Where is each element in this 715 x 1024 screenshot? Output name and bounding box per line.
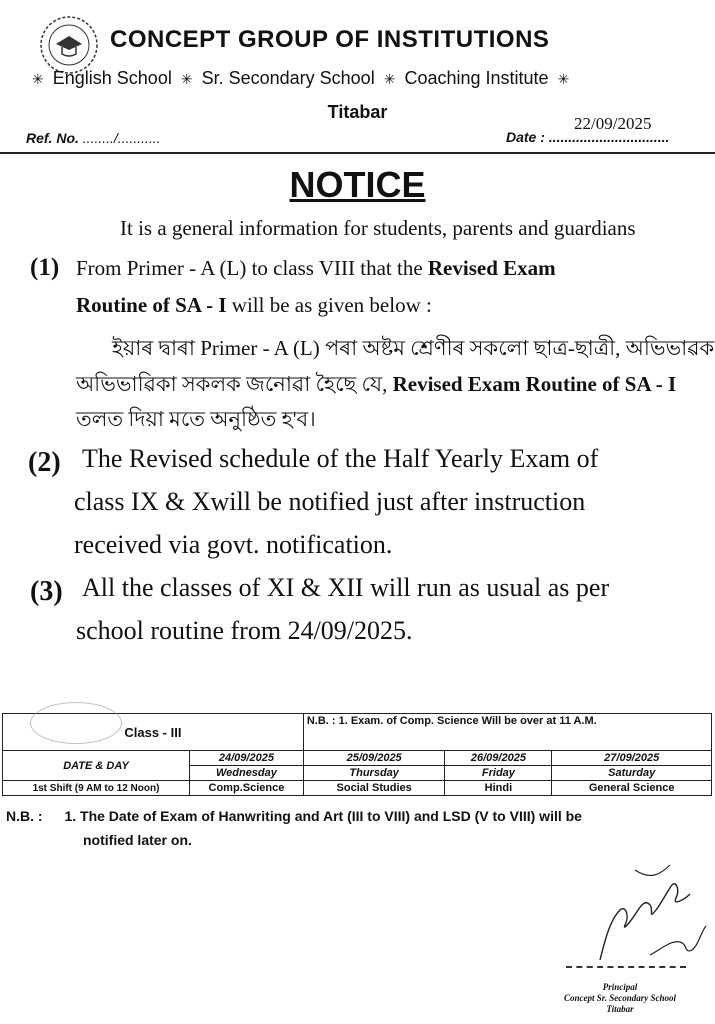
point-2-line-3: received via govt. notification. [74, 530, 393, 559]
point-1-bengali-line-2-bold: Revised Exam Routine of SA - I [392, 372, 677, 396]
routine-nb: N.B. : 1. Exam. of Comp. Science Will be over at 11 A.M. [303, 714, 711, 751]
point-1-line-2-bold: Routine of SA - I [76, 293, 227, 317]
principal-school: Concept Sr. Secondary School [563, 993, 676, 1003]
day-cell: Thursday [303, 766, 445, 781]
asterisk-icon: ✳ [383, 71, 396, 87]
point-1-line-2 [76, 293, 432, 318]
school-name: CONCEPT GROUP OF INSTITUTIONS [110, 26, 550, 53]
school-stamp-icon [30, 702, 122, 744]
point-1-number: (1) [30, 254, 60, 281]
footer-nb-line-2: notified later on. [83, 832, 192, 848]
point-1-line-1-bold: Revised Exam [427, 256, 556, 280]
point-1-bengali-line-2 [76, 368, 676, 403]
point-2-line-1: The Revised schedule of the Half Yearly Exam of [82, 444, 599, 473]
date-cell: 24/09/2025 [190, 751, 304, 766]
date-value: 22/09/2025 [574, 114, 652, 133]
subject-cell: Social Studies [303, 781, 445, 796]
date-day-label: DATE & DAY [3, 751, 190, 781]
footer-nb-line-1 [6, 808, 582, 824]
principal-town: Titabar [606, 1004, 634, 1014]
principal-title: Principal [602, 982, 638, 992]
date-cell: 26/09/2025 [445, 751, 552, 766]
wing-english-school: English School [52, 68, 172, 88]
asterisk-icon: ✳ [32, 71, 44, 87]
class-label: Class - III [3, 714, 304, 751]
point-1-bengali-line-3: তলত দিয়া মতে অনুষ্ঠিত হ'ব। [76, 407, 316, 431]
point-3-line-2: school routine from 24/09/2025. [76, 616, 413, 645]
point-1-line-1-text: From Primer - A (L) to class VIII that the [76, 256, 428, 280]
ref-value: ......../........... [82, 130, 161, 146]
wing-sr-secondary-school: Sr. Secondary School [201, 68, 375, 88]
point-1-line-1 [76, 256, 556, 281]
footer-nb-text: 1. The Date of Exam of Hanwriting and Art (III to VIII) and LSD (V to VIII) will be [64, 808, 582, 824]
principal-designation [540, 982, 700, 1015]
footer-nb-label: N.B. : [6, 808, 43, 824]
table-row [3, 781, 712, 796]
wing-coaching-institute: Coaching Institute [404, 68, 549, 88]
point-2-line-2: class IX & Xwill be notified just after instruction [74, 487, 586, 516]
date-cell: 27/09/2025 [552, 751, 712, 766]
ref-label: Ref. No. [26, 130, 79, 146]
day-cell: Wednesday [190, 766, 304, 781]
date-cell: 25/09/2025 [303, 751, 445, 766]
asterisk-icon: ✳ [557, 71, 570, 87]
point-3-line-1: All the classes of XI & XII will run as usual as per [82, 573, 610, 602]
point-1-line-2-text: will be as given below : [226, 293, 432, 317]
table-row [3, 751, 712, 766]
day-cell: Friday [445, 766, 552, 781]
principal-signature-icon [580, 860, 710, 970]
subject-cell: General Science [552, 781, 712, 796]
point-1-bengali-line-2-text: অভিভাৱিকা সকলক জনোৱা হৈছে যে, [76, 372, 393, 396]
header-divider [0, 152, 715, 154]
date-label: Date : ............................... [506, 129, 670, 145]
ref-number [26, 130, 161, 146]
point-2-number: (2) [28, 447, 61, 478]
notice-title: NOTICE [289, 164, 426, 205]
day-cell: Saturday [552, 766, 712, 781]
shift-label: 1st Shift (9 AM to 12 Noon) [3, 781, 190, 796]
school-wings [28, 68, 573, 89]
asterisk-icon: ✳ [180, 71, 193, 87]
notice-intro: It is a general information for students, parents and guardians [120, 216, 636, 240]
town-name: Titabar [327, 102, 388, 122]
point-3-number: (3) [30, 576, 63, 607]
subject-cell: Comp.Science [190, 781, 304, 796]
point-1-bengali-line-1: ইয়াৰ দ্বাৰা Primer - A (L) পৰা অষ্টম শ্ৰেণীৰ সকলো ছাত্ৰ-ছাত্ৰী, অভিভাৱক [112, 336, 715, 360]
signature-line [566, 966, 686, 968]
subject-cell: Hindi [445, 781, 552, 796]
school-logo-icon [38, 14, 100, 76]
